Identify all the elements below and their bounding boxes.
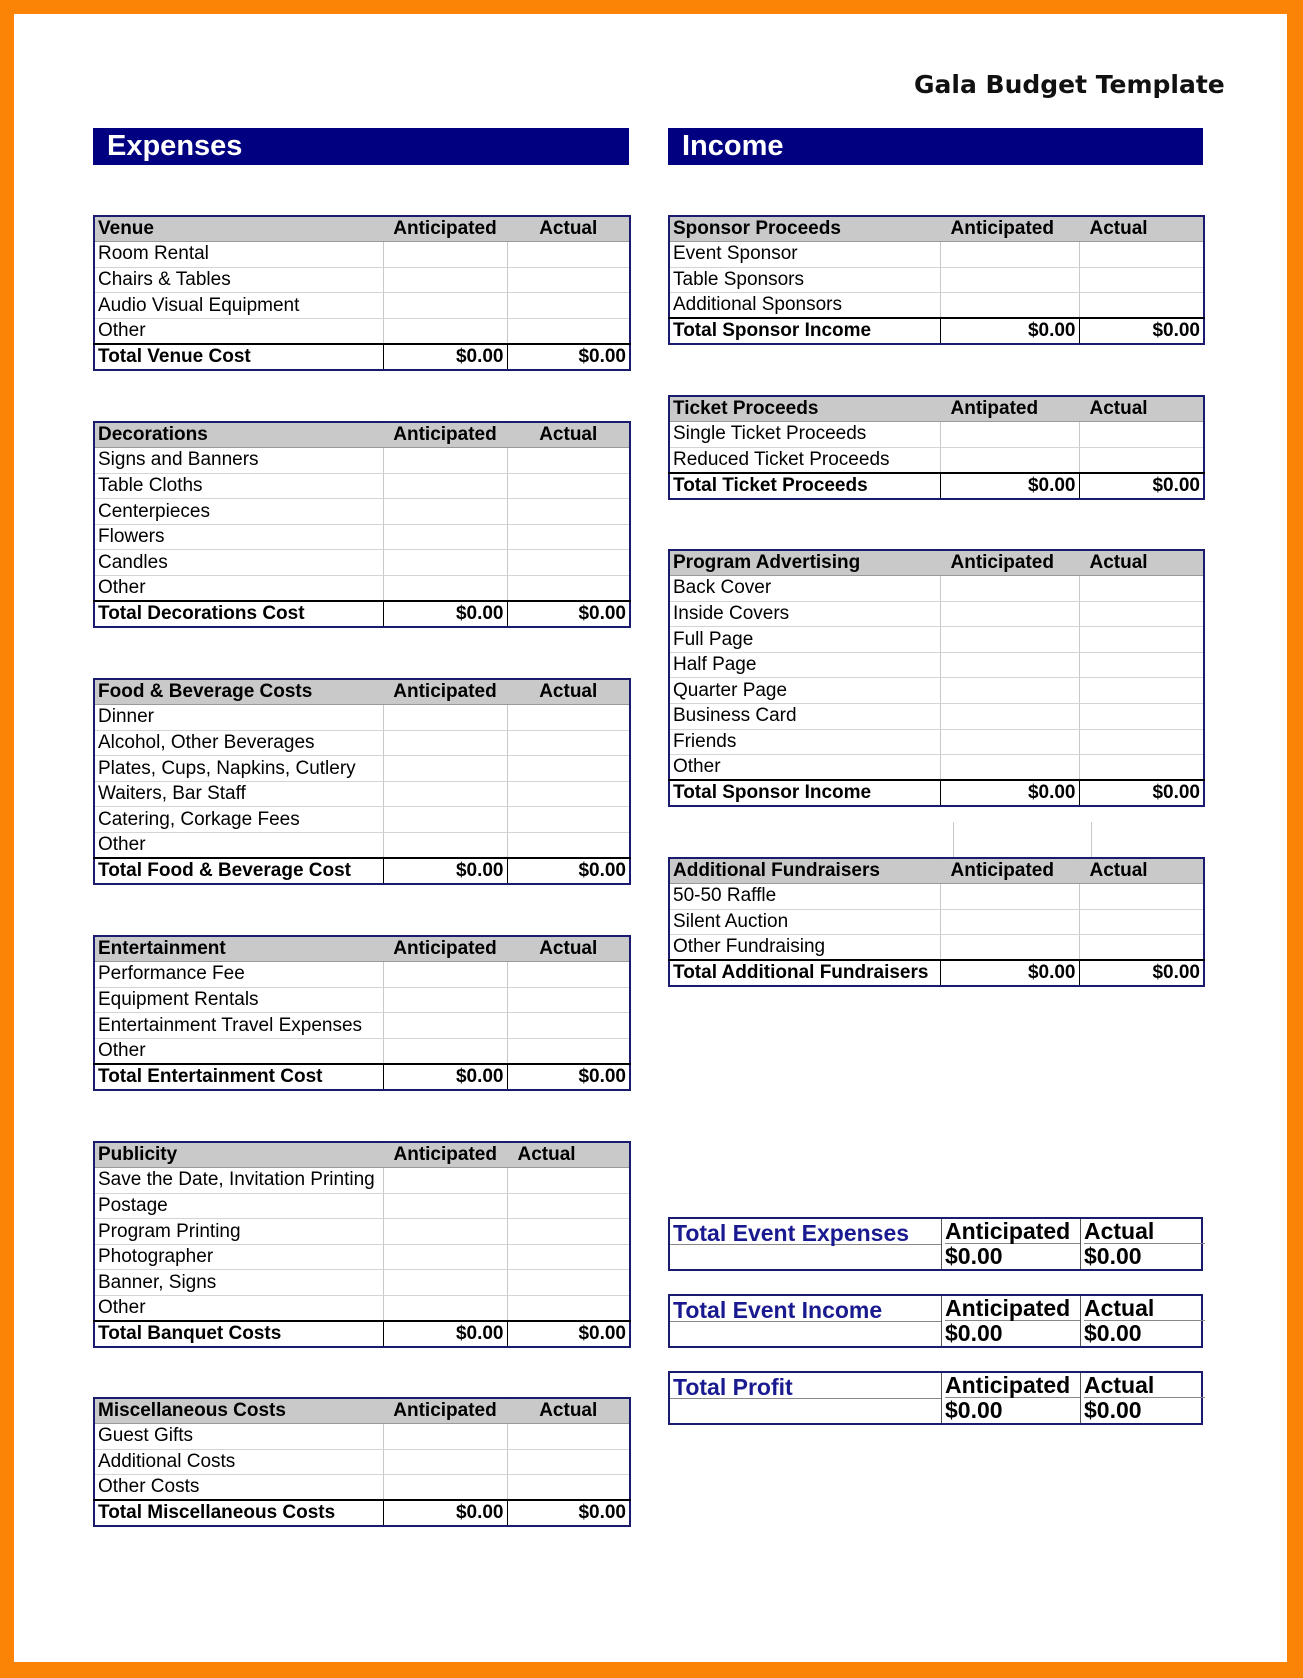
total-row: [669, 780, 1204, 806]
table-header-row: [94, 422, 630, 448]
anticipated-cell[interactable]: [383, 318, 507, 344]
income-table: [668, 395, 1205, 500]
total-row: [669, 473, 1204, 499]
line-item-label: Entertainment Travel Expenses: [94, 1013, 383, 1039]
anticipated-cell[interactable]: [940, 755, 1079, 781]
anticipated-cell[interactable]: [383, 473, 507, 499]
table-row: [94, 1475, 630, 1501]
expenses-banner: Expenses: [93, 128, 629, 165]
anticipated-cell[interactable]: [383, 781, 507, 807]
actual-header: Actual: [1084, 1219, 1205, 1244]
total-event-income-box: [668, 1294, 1203, 1348]
actual-cell[interactable]: [507, 1013, 630, 1039]
table-row: [669, 704, 1204, 730]
line-item-label: Candles: [94, 550, 383, 576]
line-item-label: Alcohol, Other Beverages: [94, 730, 383, 756]
actual-cell[interactable]: [507, 1475, 630, 1501]
actual-cell[interactable]: [1079, 884, 1204, 910]
line-item-label: 50-50 Raffle: [669, 884, 940, 910]
actual-header: Actual: [1079, 550, 1204, 576]
summary-label: Total Event Expenses: [673, 1220, 910, 1246]
line-item-label: Reduced Ticket Proceeds: [669, 447, 940, 473]
table-header-row: [94, 1398, 630, 1424]
line-item-label: Catering, Corkage Fees: [94, 807, 383, 833]
actual-cell[interactable]: [507, 1424, 630, 1450]
table-row: [669, 909, 1204, 935]
table-row: [669, 652, 1204, 678]
table-row: [669, 627, 1204, 653]
anticipated-cell[interactable]: [383, 1449, 507, 1475]
table-row: [94, 1013, 630, 1039]
anticipated-cell[interactable]: [383, 1296, 507, 1322]
line-item-label: Signs and Banners: [94, 448, 383, 474]
line-item-label: Save the Date, Invitation Printing: [94, 1168, 383, 1194]
actual-cell[interactable]: [507, 781, 630, 807]
table-row: [669, 935, 1204, 961]
expense-table: [93, 215, 631, 371]
line-item-label: Inside Covers: [669, 601, 940, 627]
line-item-label: Photographer: [94, 1244, 383, 1270]
anticipated-cell[interactable]: [940, 601, 1079, 627]
actual-total: $0.00: [507, 1064, 630, 1090]
actual-cell[interactable]: [507, 448, 630, 474]
actual-cell[interactable]: [1079, 601, 1204, 627]
total-row: [94, 1500, 630, 1526]
anticipated-total: $0.00: [383, 1500, 507, 1526]
income-banner: Income: [668, 128, 1203, 165]
anticipated-cell[interactable]: [383, 1219, 507, 1245]
actual-cell[interactable]: [1079, 729, 1204, 755]
anticipated-cell[interactable]: [940, 729, 1079, 755]
table-header-row: [669, 216, 1204, 242]
line-item-label: Chairs & Tables: [94, 267, 383, 293]
table-row: [94, 1219, 630, 1245]
actual-value: $0.00: [1084, 1320, 1142, 1346]
actual-cell[interactable]: [507, 473, 630, 499]
actual-cell[interactable]: [507, 1244, 630, 1270]
actual-total: $0.00: [1079, 318, 1204, 344]
total-label: Total Decorations Cost: [94, 601, 383, 627]
total-event-expenses-box: [668, 1217, 1203, 1271]
line-item-label: Event Sponsor: [669, 242, 940, 268]
table-row: [94, 576, 630, 602]
actual-header: Actual: [1084, 1373, 1205, 1398]
actual-total: $0.00: [507, 344, 630, 370]
anticipated-cell[interactable]: [383, 550, 507, 576]
anticipated-header: Anticipated: [383, 422, 507, 448]
anticipated-cell[interactable]: [383, 1475, 507, 1501]
actual-header: Actual: [1079, 216, 1204, 242]
actual-cell[interactable]: [507, 267, 630, 293]
anticipated-total: $0.00: [940, 473, 1079, 499]
actual-total: $0.00: [507, 858, 630, 884]
anticipated-cell[interactable]: [383, 1193, 507, 1219]
table-row: [94, 833, 630, 859]
expense-table: [93, 678, 631, 885]
table-row: [669, 678, 1204, 704]
table-row: [94, 807, 630, 833]
table-row: [669, 729, 1204, 755]
anticipated-header: Anticipated: [940, 216, 1079, 242]
actual-header: Actual: [507, 422, 630, 448]
line-item-label: Other: [669, 755, 940, 781]
actual-cell[interactable]: [1079, 293, 1204, 319]
actual-cell[interactable]: [507, 576, 630, 602]
section-title: Additional Fundraisers: [669, 858, 940, 884]
table-row: [94, 1296, 630, 1322]
anticipated-cell[interactable]: [940, 627, 1079, 653]
actual-cell[interactable]: [507, 833, 630, 859]
actual-cell[interactable]: [507, 550, 630, 576]
actual-cell[interactable]: [507, 1296, 630, 1322]
anticipated-column: [941, 1219, 1080, 1269]
anticipated-header: Anticipated: [940, 858, 1079, 884]
actual-cell[interactable]: [507, 807, 630, 833]
table-row: [94, 1270, 630, 1296]
anticipated-cell[interactable]: [383, 524, 507, 550]
total-row: [669, 960, 1204, 986]
total-row: [94, 1064, 630, 1090]
line-item-label: Other Fundraising: [669, 935, 940, 961]
anticipated-header: Anticipated: [383, 1398, 507, 1424]
line-item-label: Other: [94, 1038, 383, 1064]
line-item-label: Other: [94, 318, 383, 344]
anticipated-header: Antipated: [940, 396, 1079, 422]
line-item-label: Back Cover: [669, 576, 940, 602]
anticipated-cell[interactable]: [383, 1424, 507, 1450]
anticipated-header: Anticipated: [383, 679, 507, 705]
actual-header: Actual: [1079, 396, 1204, 422]
actual-cell[interactable]: [507, 1270, 630, 1296]
table-row: [94, 293, 630, 319]
table-row: [669, 755, 1204, 781]
anticipated-cell[interactable]: [383, 705, 507, 731]
table-row: [94, 499, 630, 525]
actual-cell[interactable]: [507, 1168, 630, 1194]
actual-cell[interactable]: [1079, 627, 1204, 653]
actual-cell[interactable]: [507, 1219, 630, 1245]
total-row: [94, 858, 630, 884]
table-row: [94, 1038, 630, 1064]
anticipated-header: Anticipated: [945, 1296, 1080, 1321]
table-row: [669, 242, 1204, 268]
actual-cell[interactable]: [507, 730, 630, 756]
table-row: [94, 524, 630, 550]
anticipated-cell[interactable]: [383, 242, 507, 268]
document-title: Gala Budget Template: [914, 70, 1225, 99]
actual-header: Actual: [507, 1142, 630, 1168]
income-table: [668, 215, 1205, 345]
table-row: [94, 550, 630, 576]
table-row: [94, 1193, 630, 1219]
total-label: Total Sponsor Income: [669, 318, 940, 344]
actual-column: [1080, 1219, 1205, 1269]
total-label: Total Food & Beverage Cost: [94, 858, 383, 884]
section-title: Ticket Proceeds: [669, 396, 940, 422]
anticipated-value: $0.00: [945, 1320, 1003, 1346]
anticipated-cell[interactable]: [383, 987, 507, 1013]
budget-page: [14, 14, 1287, 1662]
table-row: [94, 781, 630, 807]
anticipated-header: Anticipated: [945, 1373, 1080, 1398]
anticipated-header: Anticipated: [383, 936, 507, 962]
anticipated-cell[interactable]: [940, 422, 1079, 448]
anticipated-cell[interactable]: [383, 1244, 507, 1270]
actual-cell[interactable]: [507, 705, 630, 731]
anticipated-cell[interactable]: [940, 576, 1079, 602]
total-row: [94, 601, 630, 627]
actual-cell[interactable]: [507, 1193, 630, 1219]
actual-cell[interactable]: [1079, 576, 1204, 602]
line-item-label: Quarter Page: [669, 678, 940, 704]
anticipated-cell[interactable]: [383, 833, 507, 859]
anticipated-cell[interactable]: [383, 267, 507, 293]
summary-label: Total Profit: [673, 1374, 793, 1400]
total-label: Total Venue Cost: [94, 344, 383, 370]
table-row: [669, 267, 1204, 293]
line-item-label: Audio Visual Equipment: [94, 293, 383, 319]
table-row: [94, 1168, 630, 1194]
anticipated-cell[interactable]: [383, 730, 507, 756]
anticipated-cell[interactable]: [940, 267, 1079, 293]
actual-cell[interactable]: [1079, 909, 1204, 935]
actual-total: $0.00: [507, 1500, 630, 1526]
table-header-row: [94, 679, 630, 705]
actual-cell[interactable]: [507, 318, 630, 344]
actual-cell[interactable]: [507, 1038, 630, 1064]
actual-cell[interactable]: [1079, 267, 1204, 293]
table-row: [669, 293, 1204, 319]
line-item-label: Other: [94, 576, 383, 602]
actual-cell[interactable]: [1079, 678, 1204, 704]
anticipated-cell[interactable]: [940, 884, 1079, 910]
section-title: Entertainment: [94, 936, 383, 962]
anticipated-cell[interactable]: [940, 652, 1079, 678]
actual-total: $0.00: [1079, 780, 1204, 806]
anticipated-header: Anticipated: [940, 550, 1079, 576]
section-title: Sponsor Proceeds: [669, 216, 940, 242]
anticipated-cell[interactable]: [383, 576, 507, 602]
table-row: [94, 318, 630, 344]
anticipated-cell[interactable]: [383, 1013, 507, 1039]
actual-column: [1080, 1296, 1205, 1346]
table-row: [94, 730, 630, 756]
line-item-label: Plates, Cups, Napkins, Cutlery: [94, 756, 383, 782]
line-item-label: Table Sponsors: [669, 267, 940, 293]
actual-header: Actual: [1079, 858, 1204, 884]
table-row: [94, 1424, 630, 1450]
anticipated-total: $0.00: [940, 780, 1079, 806]
total-label: Total Banquet Costs: [94, 1321, 383, 1347]
table-row: [94, 1449, 630, 1475]
line-item-label: Silent Auction: [669, 909, 940, 935]
line-item-label: Half Page: [669, 652, 940, 678]
anticipated-total: $0.00: [383, 1321, 507, 1347]
line-item-label: Additional Sponsors: [669, 293, 940, 319]
anticipated-column: [941, 1296, 1080, 1346]
anticipated-cell[interactable]: [383, 499, 507, 525]
total-row: [94, 1321, 630, 1347]
line-item-label: Business Card: [669, 704, 940, 730]
table-header-row: [669, 396, 1204, 422]
actual-cell[interactable]: [1079, 447, 1204, 473]
actual-cell[interactable]: [507, 962, 630, 988]
actual-cell[interactable]: [507, 987, 630, 1013]
actual-cell[interactable]: [507, 524, 630, 550]
anticipated-cell[interactable]: [383, 448, 507, 474]
table-row: [669, 422, 1204, 448]
actual-cell[interactable]: [507, 1449, 630, 1475]
line-item-label: Additional Costs: [94, 1449, 383, 1475]
table-row: [94, 987, 630, 1013]
total-label: Total Miscellaneous Costs: [94, 1500, 383, 1526]
table-header-row: [94, 1142, 630, 1168]
actual-cell[interactable]: [1079, 755, 1204, 781]
actual-value: $0.00: [1084, 1243, 1142, 1269]
line-item-label: Banner, Signs: [94, 1270, 383, 1296]
anticipated-cell[interactable]: [940, 293, 1079, 319]
section-title: Food & Beverage Costs: [94, 679, 383, 705]
line-item-label: Other Costs: [94, 1475, 383, 1501]
table-row: [94, 962, 630, 988]
table-header-row: [94, 936, 630, 962]
actual-cell[interactable]: [507, 293, 630, 319]
actual-cell[interactable]: [507, 756, 630, 782]
actual-value: $0.00: [1084, 1397, 1142, 1423]
line-item-label: Full Page: [669, 627, 940, 653]
table-row: [94, 1244, 630, 1270]
anticipated-header: Anticipated: [945, 1219, 1080, 1244]
anticipated-total: $0.00: [383, 601, 507, 627]
actual-total: $0.00: [1079, 960, 1204, 986]
table-row: [669, 601, 1204, 627]
table-row: [669, 447, 1204, 473]
table-row: [669, 576, 1204, 602]
actual-total: $0.00: [507, 1321, 630, 1347]
actual-cell[interactable]: [507, 242, 630, 268]
section-title: Decorations: [94, 422, 383, 448]
anticipated-total: $0.00: [383, 344, 507, 370]
income-table: [668, 857, 1205, 987]
line-item-label: Centerpieces: [94, 499, 383, 525]
total-label: Total Entertainment Cost: [94, 1064, 383, 1090]
table-row: [94, 448, 630, 474]
table-row: [669, 884, 1204, 910]
anticipated-cell[interactable]: [940, 678, 1079, 704]
anticipated-cell[interactable]: [383, 1168, 507, 1194]
anticipated-cell[interactable]: [940, 935, 1079, 961]
anticipated-cell[interactable]: [383, 1270, 507, 1296]
line-item-label: Single Ticket Proceeds: [669, 422, 940, 448]
anticipated-cell[interactable]: [383, 1038, 507, 1064]
anticipated-column: [941, 1373, 1080, 1423]
actual-header: Actual: [507, 216, 630, 242]
table-row: [94, 473, 630, 499]
section-title: Venue: [94, 216, 383, 242]
table-header-row: [669, 858, 1204, 884]
actual-header: Actual: [507, 1398, 630, 1424]
expense-table: [93, 935, 631, 1091]
anticipated-value: $0.00: [945, 1243, 1003, 1269]
expense-table: [93, 1141, 631, 1348]
table-header-row: [94, 216, 630, 242]
line-item-label: Performance Fee: [94, 962, 383, 988]
actual-cell[interactable]: [1079, 935, 1204, 961]
anticipated-total: $0.00: [383, 858, 507, 884]
table-row: [94, 267, 630, 293]
expense-table: [93, 1397, 631, 1527]
line-item-label: Equipment Rentals: [94, 987, 383, 1013]
actual-header: Actual: [507, 936, 630, 962]
actual-cell[interactable]: [507, 499, 630, 525]
actual-total: $0.00: [1079, 473, 1204, 499]
section-title: Program Advertising: [669, 550, 940, 576]
anticipated-value: $0.00: [945, 1397, 1003, 1423]
section-title: Miscellaneous Costs: [94, 1398, 383, 1424]
anticipated-total: $0.00: [383, 1064, 507, 1090]
total-row: [94, 344, 630, 370]
line-item-label: Room Rental: [94, 242, 383, 268]
anticipated-cell[interactable]: [383, 962, 507, 988]
line-item-label: Dinner: [94, 705, 383, 731]
line-item-label: Table Cloths: [94, 473, 383, 499]
line-item-label: Postage: [94, 1193, 383, 1219]
actual-cell[interactable]: [1079, 422, 1204, 448]
total-label: Total Ticket Proceeds: [669, 473, 940, 499]
actual-total: $0.00: [507, 601, 630, 627]
table-row: [94, 705, 630, 731]
anticipated-cell[interactable]: [940, 909, 1079, 935]
actual-column: [1080, 1373, 1205, 1423]
actual-cell[interactable]: [1079, 652, 1204, 678]
table-row: [94, 756, 630, 782]
anticipated-cell[interactable]: [383, 756, 507, 782]
anticipated-total: $0.00: [940, 960, 1079, 986]
total-label: Total Sponsor Income: [669, 780, 940, 806]
summary-label: Total Event Income: [673, 1297, 883, 1323]
table-row: [94, 242, 630, 268]
anticipated-cell[interactable]: [940, 242, 1079, 268]
actual-header: Actual: [507, 679, 630, 705]
line-item-label: Guest Gifts: [94, 1424, 383, 1450]
line-item-label: Friends: [669, 729, 940, 755]
actual-cell[interactable]: [1079, 704, 1204, 730]
anticipated-cell[interactable]: [383, 293, 507, 319]
total-profit-box: [668, 1371, 1203, 1425]
total-label: Total Additional Fundraisers: [669, 960, 940, 986]
income-table: [668, 549, 1205, 807]
anticipated-cell[interactable]: [940, 447, 1079, 473]
total-row: [669, 318, 1204, 344]
line-item-label: Other: [94, 833, 383, 859]
anticipated-cell[interactable]: [383, 807, 507, 833]
expense-table: [93, 421, 631, 628]
actual-header: Actual: [1084, 1296, 1205, 1321]
line-item-label: Flowers: [94, 524, 383, 550]
anticipated-header: Anticipated: [383, 1142, 507, 1168]
line-item-label: Waiters, Bar Staff: [94, 781, 383, 807]
actual-cell[interactable]: [1079, 242, 1204, 268]
line-item-label: Program Printing: [94, 1219, 383, 1245]
anticipated-cell[interactable]: [940, 704, 1079, 730]
line-item-label: Other: [94, 1296, 383, 1322]
anticipated-header: Anticipated: [383, 216, 507, 242]
anticipated-total: $0.00: [940, 318, 1079, 344]
table-header-row: [669, 550, 1204, 576]
section-title: Publicity: [94, 1142, 383, 1168]
